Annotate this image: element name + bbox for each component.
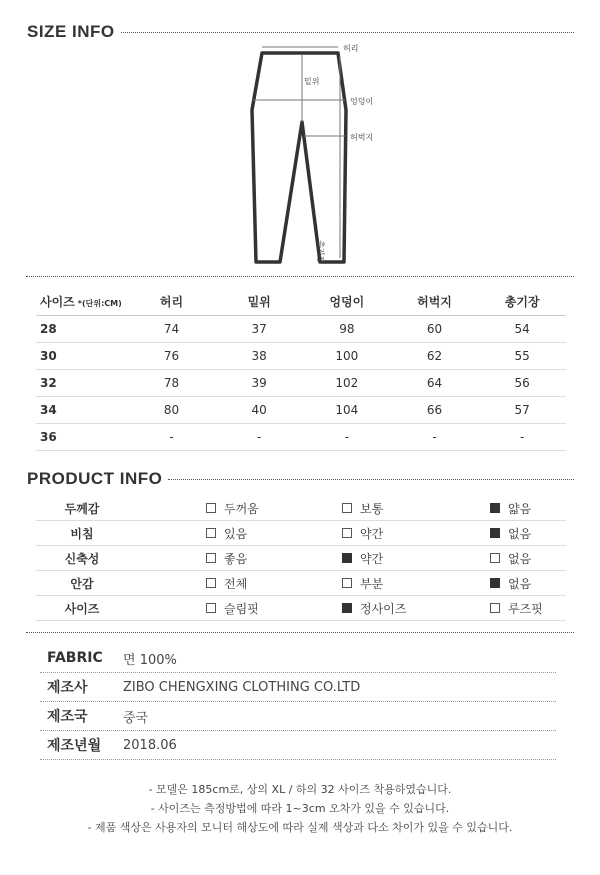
table-cell: 102 <box>335 376 359 390</box>
table-cell: 30 <box>40 349 57 363</box>
table-cell: 54 <box>514 322 530 336</box>
fabric-value: ZIBO CHENGXING CLOTHING CO.LTD <box>123 679 361 695</box>
table-cell: 36 <box>40 430 57 444</box>
product-info-option <box>274 575 420 592</box>
note-line: - 제품 색상은 사용자의 모니터 해상도에 따라 실제 색상과 다소 차이가 있을 수 있습니다. <box>87 821 513 834</box>
checked-box-icon <box>490 503 500 513</box>
pants-diagram <box>240 40 400 270</box>
table-cell: 62 <box>426 349 443 363</box>
table-cell: 38 <box>251 349 267 363</box>
header-length: 총기장 <box>504 295 540 309</box>
size-info-header <box>27 22 574 42</box>
table-cell: 76 <box>163 349 180 363</box>
product-info-title: PRODUCT INFO <box>27 469 163 488</box>
table-cell: 57 <box>514 403 530 417</box>
product-info-option <box>274 550 420 567</box>
product-info-option <box>128 500 274 517</box>
table-row <box>36 397 566 424</box>
option-label: 보통 <box>360 501 384 516</box>
fabric-value: 2018.06 <box>123 737 177 753</box>
product-info-option <box>128 550 274 567</box>
product-info-option <box>128 600 274 617</box>
option-label: 약간 <box>360 526 384 541</box>
product-info-row <box>36 571 566 596</box>
table-row <box>36 316 566 343</box>
table-cell: 78 <box>163 376 180 390</box>
option-label: 두꺼움 <box>224 501 259 516</box>
hip-label: 엉덩이 <box>350 97 374 106</box>
fabric-key: 제조년월 <box>47 738 102 754</box>
unchecked-box-icon <box>206 578 216 588</box>
product-info-option <box>128 525 274 542</box>
note-line: - 모델은 185cm로, 상의 XL / 하의 32 사이즈 착용하였습니다. <box>148 783 452 796</box>
unchecked-box-icon <box>206 603 216 613</box>
option-label: 슬림핏 <box>224 601 259 616</box>
table-cell: - <box>344 430 350 444</box>
product-info-table <box>36 496 566 621</box>
section-divider <box>26 276 574 277</box>
product-info-option <box>274 600 420 617</box>
product-info-label: 신축성 <box>64 551 100 566</box>
product-info-option <box>420 550 566 567</box>
option-label: 얇음 <box>508 501 532 516</box>
pants-outline-svg <box>240 40 400 270</box>
fabric-row <box>40 673 556 702</box>
table-cell: 98 <box>339 322 355 336</box>
option-label: 정사이즈 <box>360 601 407 616</box>
product-info-row <box>36 521 566 546</box>
checked-box-icon <box>490 578 500 588</box>
product-info-label: 비침 <box>70 526 94 541</box>
table-cell: 32 <box>40 376 57 390</box>
table-row <box>36 343 566 370</box>
table-cell: 34 <box>40 403 57 417</box>
fabric-key: 제조사 <box>47 680 88 696</box>
table-cell: 28 <box>40 322 57 336</box>
title-divider <box>168 479 574 480</box>
length-label: 총기장 <box>316 240 325 264</box>
table-cell: - <box>169 430 174 444</box>
fabric-value: 중국 <box>123 710 149 726</box>
fabric-key: FABRIC <box>47 650 103 666</box>
table-row <box>36 424 566 451</box>
unchecked-box-icon <box>490 603 500 613</box>
header-thigh: 허벅지 <box>417 295 452 309</box>
table-cell: 55 <box>514 349 530 363</box>
table-cell: - <box>432 430 437 444</box>
product-info-label: 두께감 <box>64 501 100 516</box>
option-label: 없음 <box>508 576 532 591</box>
table-cell: 56 <box>514 376 530 390</box>
size-info-title: SIZE INFO <box>27 22 115 41</box>
option-label: 있음 <box>224 526 248 541</box>
product-info-row <box>36 596 566 621</box>
thigh-label: 허벅지 <box>350 133 374 142</box>
table-cell: - <box>520 430 525 444</box>
table-row <box>36 370 566 397</box>
fabric-row <box>40 731 556 760</box>
table-cell: 74 <box>163 322 180 336</box>
fabric-value: 면 100% <box>123 652 177 668</box>
unchecked-box-icon <box>206 503 216 513</box>
table-cell: 66 <box>426 403 443 417</box>
option-label: 약간 <box>360 551 384 566</box>
product-info-option <box>274 500 420 517</box>
product-info-label: 안감 <box>70 576 94 591</box>
option-label: 없음 <box>508 551 532 566</box>
table-cell: 104 <box>335 403 359 417</box>
size-header-cell <box>36 293 128 310</box>
unit-note: *(단위:CM) <box>77 299 122 308</box>
fabric-row <box>40 644 556 673</box>
fabric-row <box>40 702 556 731</box>
product-info-option <box>128 575 274 592</box>
header-hip: 엉덩이 <box>329 295 365 309</box>
checked-box-icon <box>342 553 352 563</box>
size-table <box>36 288 566 451</box>
checked-box-icon <box>490 528 500 538</box>
option-label: 전체 <box>224 576 248 591</box>
header-rise: 밑위 <box>247 295 271 309</box>
product-info-row <box>36 496 566 521</box>
rise-label: 밑위 <box>304 77 320 86</box>
product-info-option <box>420 525 566 542</box>
table-cell: 39 <box>251 376 267 390</box>
product-info-option <box>420 575 566 592</box>
unchecked-box-icon <box>342 578 352 588</box>
unchecked-box-icon <box>342 503 352 513</box>
checked-box-icon <box>342 603 352 613</box>
header-size: 사이즈 <box>40 295 75 309</box>
table-cell: 80 <box>163 403 180 417</box>
option-label: 좋음 <box>224 551 248 566</box>
option-label: 없음 <box>508 526 532 541</box>
product-info-row <box>36 546 566 571</box>
table-cell: - <box>257 430 262 444</box>
unchecked-box-icon <box>342 528 352 538</box>
product-info-option <box>274 525 420 542</box>
fabric-key: 제조국 <box>47 709 88 725</box>
table-cell: 60 <box>426 322 443 336</box>
option-label: 루즈핏 <box>508 601 543 616</box>
notes <box>0 780 600 837</box>
waist-label: 허리 <box>343 44 359 53</box>
unchecked-box-icon <box>206 528 216 538</box>
product-info-header <box>27 469 574 489</box>
title-divider <box>121 32 574 33</box>
fabric-info <box>40 644 556 760</box>
option-label: 부분 <box>360 576 384 591</box>
section-divider <box>26 632 574 633</box>
table-cell: 40 <box>251 403 267 417</box>
header-waist: 허리 <box>159 295 184 309</box>
product-info-option <box>420 500 566 517</box>
size-table-header <box>36 288 566 316</box>
table-cell: 100 <box>335 349 359 363</box>
unchecked-box-icon <box>490 553 500 563</box>
note-line: - 사이즈는 측정방법에 따라 1~3cm 오차가 있을 수 있습니다. <box>150 802 450 815</box>
table-cell: 64 <box>426 376 443 390</box>
product-info-option <box>420 600 566 617</box>
unchecked-box-icon <box>206 553 216 563</box>
product-info-label: 사이즈 <box>64 601 100 616</box>
table-cell: 37 <box>251 322 267 336</box>
